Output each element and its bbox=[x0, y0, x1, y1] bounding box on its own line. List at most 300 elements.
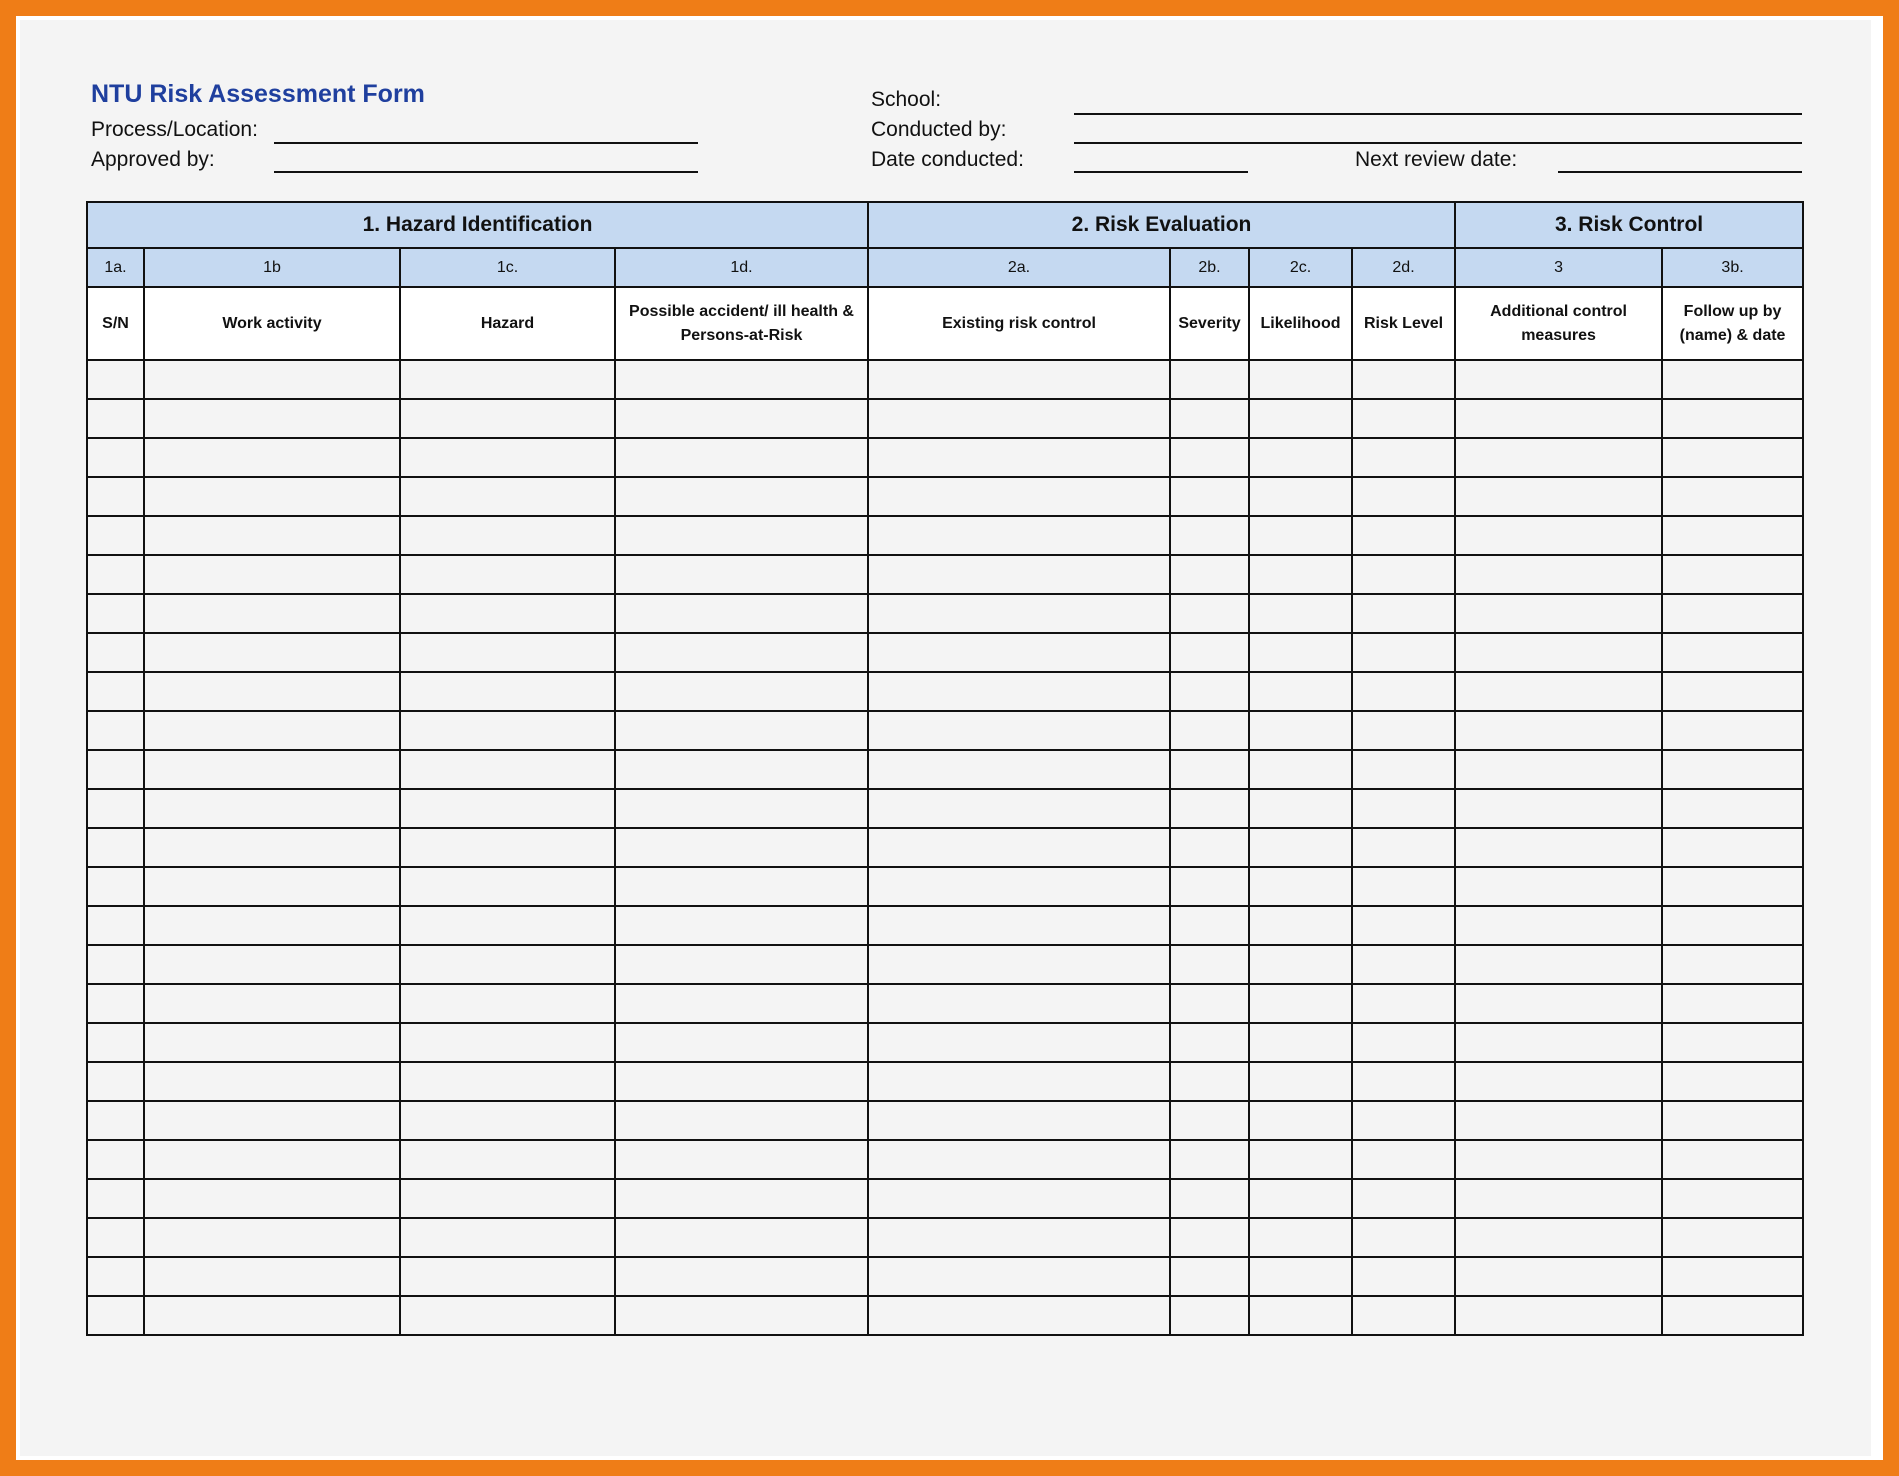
table-cell[interactable] bbox=[1455, 828, 1662, 867]
table-cell[interactable] bbox=[1352, 633, 1455, 672]
table-cell[interactable] bbox=[144, 1140, 400, 1179]
table-cell[interactable] bbox=[87, 477, 144, 516]
table-cell[interactable] bbox=[1352, 1101, 1455, 1140]
table-cell[interactable] bbox=[1170, 516, 1249, 555]
table-cell[interactable] bbox=[144, 906, 400, 945]
table-cell[interactable] bbox=[144, 633, 400, 672]
table-body bbox=[87, 360, 1803, 1335]
table-cell[interactable] bbox=[144, 1062, 400, 1101]
table-cell[interactable] bbox=[87, 945, 144, 984]
table-cell[interactable] bbox=[1249, 711, 1352, 750]
watermark bbox=[38, 1427, 41, 1438]
table-cell[interactable] bbox=[615, 828, 868, 867]
table-cell[interactable] bbox=[1249, 438, 1352, 477]
table-cell[interactable] bbox=[87, 672, 144, 711]
table-cell[interactable] bbox=[400, 789, 615, 828]
table-cell[interactable] bbox=[1455, 711, 1662, 750]
table-cell[interactable] bbox=[1249, 399, 1352, 438]
table-cell[interactable] bbox=[868, 633, 1170, 672]
table-cell[interactable] bbox=[144, 672, 400, 711]
table-cell[interactable] bbox=[1352, 1257, 1455, 1296]
table-cell[interactable] bbox=[144, 594, 400, 633]
table-cell[interactable] bbox=[1662, 516, 1803, 555]
table-cell[interactable] bbox=[1352, 984, 1455, 1023]
table-cell[interactable] bbox=[615, 633, 868, 672]
table-cell[interactable] bbox=[868, 477, 1170, 516]
table-cell[interactable] bbox=[1170, 750, 1249, 789]
table-cell[interactable] bbox=[868, 438, 1170, 477]
table-cell[interactable] bbox=[1662, 672, 1803, 711]
table-cell[interactable] bbox=[144, 828, 400, 867]
code-1a: 1a. bbox=[87, 248, 144, 287]
table-cell[interactable] bbox=[1455, 1023, 1662, 1062]
table-cell[interactable] bbox=[868, 1062, 1170, 1101]
table-cell[interactable] bbox=[1249, 945, 1352, 984]
table-cell[interactable] bbox=[1249, 828, 1352, 867]
table-cell[interactable] bbox=[1249, 1179, 1352, 1218]
table-cell[interactable] bbox=[1455, 789, 1662, 828]
table-cell[interactable] bbox=[1352, 906, 1455, 945]
table-cell[interactable] bbox=[1455, 477, 1662, 516]
school-field[interactable] bbox=[1074, 113, 1802, 115]
table-cell[interactable] bbox=[868, 789, 1170, 828]
table-cell[interactable] bbox=[868, 984, 1170, 1023]
table-cell[interactable] bbox=[1455, 516, 1662, 555]
table-cell[interactable] bbox=[1170, 633, 1249, 672]
conducted-by-label: Conducted by: bbox=[871, 118, 1007, 141]
table-cell[interactable] bbox=[400, 594, 615, 633]
table-row bbox=[87, 360, 1803, 399]
table-cell[interactable] bbox=[1249, 1257, 1352, 1296]
table-cell[interactable] bbox=[615, 789, 868, 828]
table-cell[interactable] bbox=[144, 1179, 400, 1218]
table-cell[interactable] bbox=[1170, 906, 1249, 945]
table-cell[interactable] bbox=[1249, 1140, 1352, 1179]
col-header-risk-level: Risk Level bbox=[1352, 287, 1455, 360]
table-cell[interactable] bbox=[1662, 555, 1803, 594]
table-cell[interactable] bbox=[1170, 399, 1249, 438]
table-cell[interactable] bbox=[868, 867, 1170, 906]
table-cell[interactable] bbox=[1455, 906, 1662, 945]
table-cell[interactable] bbox=[1170, 672, 1249, 711]
code-2b: 2b. bbox=[1170, 248, 1249, 287]
table-cell[interactable] bbox=[1249, 867, 1352, 906]
table-cell[interactable] bbox=[1662, 906, 1803, 945]
table-cell[interactable] bbox=[1170, 1023, 1249, 1062]
col-header-additional-control: Additional control measures bbox=[1455, 287, 1662, 360]
table-cell[interactable] bbox=[1249, 1296, 1352, 1335]
table-row bbox=[87, 1023, 1803, 1062]
table-cell[interactable] bbox=[1662, 594, 1803, 633]
table-cell[interactable] bbox=[1170, 477, 1249, 516]
table-cell[interactable] bbox=[400, 1023, 615, 1062]
table-cell[interactable] bbox=[1352, 945, 1455, 984]
table-cell[interactable] bbox=[1170, 945, 1249, 984]
section-risk-evaluation: 2. Risk Evaluation bbox=[868, 202, 1455, 248]
table-row bbox=[87, 516, 1803, 555]
table-cell[interactable] bbox=[1249, 1023, 1352, 1062]
table-cell[interactable] bbox=[1352, 1296, 1455, 1335]
table-cell[interactable] bbox=[1170, 594, 1249, 633]
table-row bbox=[87, 789, 1803, 828]
table-cell[interactable] bbox=[400, 1062, 615, 1101]
table-cell[interactable] bbox=[868, 594, 1170, 633]
table-cell[interactable] bbox=[1455, 1296, 1662, 1335]
table-cell[interactable] bbox=[144, 555, 400, 594]
table-cell[interactable] bbox=[87, 828, 144, 867]
table-row bbox=[87, 594, 1803, 633]
table-cell[interactable] bbox=[868, 1101, 1170, 1140]
table-cell[interactable] bbox=[868, 711, 1170, 750]
table-cell[interactable] bbox=[87, 984, 144, 1023]
table-cell[interactable] bbox=[87, 1257, 144, 1296]
section-risk-control: 3. Risk Control bbox=[1455, 202, 1803, 248]
table-cell[interactable] bbox=[1455, 633, 1662, 672]
table-cell[interactable] bbox=[1455, 438, 1662, 477]
table-cell[interactable] bbox=[1249, 594, 1352, 633]
next-review-date-field[interactable] bbox=[1558, 171, 1802, 173]
table-cell[interactable] bbox=[868, 945, 1170, 984]
table-cell[interactable] bbox=[144, 789, 400, 828]
table-cell[interactable] bbox=[1662, 399, 1803, 438]
table-cell[interactable] bbox=[615, 672, 868, 711]
table-cell[interactable] bbox=[615, 1023, 868, 1062]
table-cell[interactable] bbox=[1455, 399, 1662, 438]
table-cell[interactable] bbox=[615, 945, 868, 984]
table-row bbox=[87, 672, 1803, 711]
table-cell[interactable] bbox=[1352, 1023, 1455, 1062]
approved-by-label: Approved by: bbox=[91, 148, 215, 171]
table-cell[interactable] bbox=[87, 438, 144, 477]
table-cell[interactable] bbox=[87, 555, 144, 594]
table-cell[interactable] bbox=[1352, 399, 1455, 438]
table-cell[interactable] bbox=[144, 984, 400, 1023]
table-cell[interactable] bbox=[1352, 477, 1455, 516]
table-cell[interactable] bbox=[144, 945, 400, 984]
col-header-severity: Severity bbox=[1170, 287, 1249, 360]
table-cell[interactable] bbox=[1170, 867, 1249, 906]
table-row bbox=[87, 1179, 1803, 1218]
col-header-sn: S/N bbox=[87, 287, 144, 360]
table-cell[interactable] bbox=[144, 477, 400, 516]
table-cell[interactable] bbox=[1170, 1062, 1249, 1101]
table-cell[interactable] bbox=[1170, 984, 1249, 1023]
table-cell[interactable] bbox=[1455, 1257, 1662, 1296]
table-cell[interactable] bbox=[1249, 750, 1352, 789]
table-cell[interactable] bbox=[1662, 1296, 1803, 1335]
table-cell[interactable] bbox=[1352, 594, 1455, 633]
table-row bbox=[87, 1218, 1803, 1257]
table-row bbox=[87, 1062, 1803, 1101]
table-cell[interactable] bbox=[1170, 438, 1249, 477]
table-row bbox=[87, 906, 1803, 945]
table-cell[interactable] bbox=[1662, 1101, 1803, 1140]
table-cell[interactable] bbox=[1352, 360, 1455, 399]
table-cell[interactable] bbox=[868, 1140, 1170, 1179]
table-cell[interactable] bbox=[1455, 945, 1662, 984]
table-cell[interactable] bbox=[400, 633, 615, 672]
table-cell[interactable] bbox=[144, 360, 400, 399]
table-cell[interactable] bbox=[1455, 594, 1662, 633]
table-cell[interactable] bbox=[1249, 984, 1352, 1023]
table-cell[interactable] bbox=[87, 789, 144, 828]
table-cell[interactable] bbox=[1352, 1179, 1455, 1218]
table-cell[interactable] bbox=[615, 438, 868, 477]
table-cell[interactable] bbox=[1455, 1218, 1662, 1257]
table-cell[interactable] bbox=[1455, 1101, 1662, 1140]
table-cell[interactable] bbox=[400, 945, 615, 984]
table-cell[interactable] bbox=[87, 867, 144, 906]
table-cell[interactable] bbox=[1170, 555, 1249, 594]
table-cell[interactable] bbox=[615, 906, 868, 945]
table-cell[interactable] bbox=[144, 867, 400, 906]
table-cell[interactable] bbox=[1170, 828, 1249, 867]
table-cell[interactable] bbox=[87, 711, 144, 750]
table-cell[interactable] bbox=[1455, 1062, 1662, 1101]
table-cell[interactable] bbox=[400, 1257, 615, 1296]
table-cell[interactable] bbox=[1662, 867, 1803, 906]
table-cell[interactable] bbox=[1352, 555, 1455, 594]
table-cell[interactable] bbox=[1352, 1140, 1455, 1179]
table-cell[interactable] bbox=[615, 867, 868, 906]
table-cell[interactable] bbox=[615, 1101, 868, 1140]
table-cell[interactable] bbox=[1662, 477, 1803, 516]
table-cell[interactable] bbox=[400, 516, 615, 555]
table-cell[interactable] bbox=[615, 750, 868, 789]
table-cell[interactable] bbox=[1249, 477, 1352, 516]
table-cell[interactable] bbox=[144, 1101, 400, 1140]
table-cell[interactable] bbox=[1352, 789, 1455, 828]
process-location-label: Process/Location: bbox=[91, 118, 258, 141]
table-cell[interactable] bbox=[400, 1296, 615, 1335]
table-cell[interactable] bbox=[1455, 1179, 1662, 1218]
table-cell[interactable] bbox=[144, 750, 400, 789]
table-cell[interactable] bbox=[400, 984, 615, 1023]
table-cell[interactable] bbox=[87, 750, 144, 789]
table-cell[interactable] bbox=[1662, 1257, 1803, 1296]
table-cell[interactable] bbox=[868, 1296, 1170, 1335]
table-row bbox=[87, 555, 1803, 594]
table-cell[interactable] bbox=[1455, 1140, 1662, 1179]
table-cell[interactable] bbox=[1662, 633, 1803, 672]
table-cell[interactable] bbox=[1170, 789, 1249, 828]
table-cell[interactable] bbox=[1249, 360, 1352, 399]
table-cell[interactable] bbox=[615, 477, 868, 516]
process-location-field[interactable] bbox=[274, 142, 698, 144]
code-2a: 2a. bbox=[868, 248, 1170, 287]
table-cell[interactable] bbox=[87, 1296, 144, 1335]
table-cell[interactable] bbox=[1662, 711, 1803, 750]
col-header-follow-up: Follow up by (name) & date bbox=[1662, 287, 1803, 360]
table-cell[interactable] bbox=[615, 360, 868, 399]
table-cell[interactable] bbox=[1662, 1218, 1803, 1257]
table-cell[interactable] bbox=[1249, 1101, 1352, 1140]
table-row bbox=[87, 1296, 1803, 1335]
table-cell[interactable] bbox=[87, 1218, 144, 1257]
code-2d: 2d. bbox=[1352, 248, 1455, 287]
table-cell[interactable] bbox=[1455, 672, 1662, 711]
table-cell[interactable] bbox=[1249, 516, 1352, 555]
table-cell[interactable] bbox=[87, 594, 144, 633]
column-header-row bbox=[87, 287, 1803, 360]
table-cell[interactable] bbox=[400, 1101, 615, 1140]
table-cell[interactable] bbox=[400, 1218, 615, 1257]
table-cell[interactable] bbox=[1662, 1023, 1803, 1062]
table-cell[interactable] bbox=[1249, 672, 1352, 711]
table-cell[interactable] bbox=[615, 1296, 868, 1335]
table-cell[interactable] bbox=[615, 516, 868, 555]
table-cell[interactable] bbox=[87, 1179, 144, 1218]
risk-assessment-table bbox=[86, 201, 1804, 1336]
table-cell[interactable] bbox=[400, 555, 615, 594]
table-cell[interactable] bbox=[868, 360, 1170, 399]
table-cell[interactable] bbox=[87, 1140, 144, 1179]
table-cell[interactable] bbox=[1170, 1179, 1249, 1218]
table-cell[interactable] bbox=[615, 1140, 868, 1179]
code-1d: 1d. bbox=[615, 248, 868, 287]
table-row bbox=[87, 477, 1803, 516]
table-cell[interactable] bbox=[87, 1023, 144, 1062]
table-cell[interactable] bbox=[1352, 516, 1455, 555]
table-cell[interactable] bbox=[1249, 1218, 1352, 1257]
table-cell[interactable] bbox=[1352, 828, 1455, 867]
table-cell[interactable] bbox=[1352, 1218, 1455, 1257]
table-cell[interactable] bbox=[1170, 1140, 1249, 1179]
table-cell[interactable] bbox=[1352, 711, 1455, 750]
table-cell[interactable] bbox=[144, 438, 400, 477]
table-cell[interactable] bbox=[1662, 828, 1803, 867]
table-cell[interactable] bbox=[615, 1179, 868, 1218]
table-cell[interactable] bbox=[1352, 867, 1455, 906]
table-cell[interactable] bbox=[144, 516, 400, 555]
table-cell[interactable] bbox=[1249, 789, 1352, 828]
table-cell[interactable] bbox=[1662, 1179, 1803, 1218]
table-cell[interactable] bbox=[1170, 1218, 1249, 1257]
table-cell[interactable] bbox=[400, 477, 615, 516]
form-title: NTU Risk Assessment Form bbox=[91, 80, 425, 108]
table-cell[interactable] bbox=[87, 633, 144, 672]
table-cell[interactable] bbox=[400, 399, 615, 438]
table-cell[interactable] bbox=[1249, 906, 1352, 945]
col-header-existing-risk-control: Existing risk control bbox=[868, 287, 1170, 360]
table-cell[interactable] bbox=[144, 711, 400, 750]
table-row bbox=[87, 1101, 1803, 1140]
date-conducted-label: Date conducted: bbox=[871, 148, 1024, 171]
table-cell[interactable] bbox=[1455, 555, 1662, 594]
table-cell[interactable] bbox=[1662, 984, 1803, 1023]
table-cell[interactable] bbox=[868, 1257, 1170, 1296]
table-cell[interactable] bbox=[400, 867, 615, 906]
table-row bbox=[87, 867, 1803, 906]
table-cell[interactable] bbox=[615, 1218, 868, 1257]
table-row bbox=[87, 438, 1803, 477]
table-cell[interactable] bbox=[615, 399, 868, 438]
table-cell[interactable] bbox=[615, 984, 868, 1023]
table-cell[interactable] bbox=[1455, 750, 1662, 789]
table-cell[interactable] bbox=[1662, 945, 1803, 984]
date-conducted-field[interactable] bbox=[1074, 171, 1248, 173]
table-cell[interactable] bbox=[1662, 360, 1803, 399]
table-cell[interactable] bbox=[1662, 1062, 1803, 1101]
table-cell[interactable] bbox=[615, 1257, 868, 1296]
code-1c: 1c. bbox=[400, 248, 615, 287]
table-cell[interactable] bbox=[1170, 1257, 1249, 1296]
table-row bbox=[87, 1140, 1803, 1179]
table-cell[interactable] bbox=[1662, 789, 1803, 828]
table-cell[interactable] bbox=[87, 1062, 144, 1101]
table-cell[interactable] bbox=[615, 711, 868, 750]
table-cell[interactable] bbox=[1170, 711, 1249, 750]
table-cell[interactable] bbox=[1249, 555, 1352, 594]
table-cell[interactable] bbox=[400, 360, 615, 399]
table-cell[interactable] bbox=[87, 516, 144, 555]
table-cell[interactable] bbox=[1352, 750, 1455, 789]
table-row bbox=[87, 828, 1803, 867]
table-cell[interactable] bbox=[144, 1023, 400, 1062]
table-cell[interactable] bbox=[615, 594, 868, 633]
table-cell[interactable] bbox=[1455, 360, 1662, 399]
table-cell[interactable] bbox=[400, 828, 615, 867]
table-cell[interactable] bbox=[615, 1062, 868, 1101]
table-cell[interactable] bbox=[400, 750, 615, 789]
table-cell[interactable] bbox=[1352, 438, 1455, 477]
table-cell[interactable] bbox=[144, 1218, 400, 1257]
table-cell[interactable] bbox=[868, 750, 1170, 789]
table-cell[interactable] bbox=[1352, 672, 1455, 711]
table-cell[interactable] bbox=[615, 555, 868, 594]
table-cell[interactable] bbox=[1170, 1101, 1249, 1140]
column-code-row bbox=[87, 248, 1803, 287]
table-cell[interactable] bbox=[1249, 1062, 1352, 1101]
table-cell[interactable] bbox=[868, 555, 1170, 594]
table-cell[interactable] bbox=[1662, 750, 1803, 789]
table-row bbox=[87, 711, 1803, 750]
table-cell[interactable] bbox=[1662, 438, 1803, 477]
table-cell[interactable] bbox=[87, 906, 144, 945]
approved-by-field[interactable] bbox=[274, 171, 698, 173]
table-cell[interactable] bbox=[1249, 633, 1352, 672]
table-cell[interactable] bbox=[868, 1023, 1170, 1062]
table-cell[interactable] bbox=[144, 1257, 400, 1296]
table-cell[interactable] bbox=[400, 711, 615, 750]
table-cell[interactable] bbox=[868, 516, 1170, 555]
conducted-by-field[interactable] bbox=[1074, 142, 1802, 144]
table-cell[interactable] bbox=[87, 1101, 144, 1140]
table-cell[interactable] bbox=[1352, 1062, 1455, 1101]
table-cell[interactable] bbox=[1662, 1140, 1803, 1179]
table-cell[interactable] bbox=[868, 828, 1170, 867]
table-cell[interactable] bbox=[868, 399, 1170, 438]
table-cell[interactable] bbox=[400, 672, 615, 711]
table-cell[interactable] bbox=[1455, 867, 1662, 906]
table-cell[interactable] bbox=[868, 1179, 1170, 1218]
table-cell[interactable] bbox=[868, 672, 1170, 711]
table-cell[interactable] bbox=[868, 906, 1170, 945]
table-cell[interactable] bbox=[144, 1296, 400, 1335]
table-cell[interactable] bbox=[1455, 984, 1662, 1023]
table-cell[interactable] bbox=[400, 1140, 615, 1179]
table-cell[interactable] bbox=[400, 1179, 615, 1218]
table-cell[interactable] bbox=[868, 1218, 1170, 1257]
table-cell[interactable] bbox=[144, 399, 400, 438]
table-cell[interactable] bbox=[87, 399, 144, 438]
table-cell[interactable] bbox=[1170, 360, 1249, 399]
code-1b: 1b bbox=[144, 248, 400, 287]
table-cell[interactable] bbox=[400, 906, 615, 945]
table-cell[interactable] bbox=[400, 438, 615, 477]
table-cell[interactable] bbox=[87, 360, 144, 399]
table-cell[interactable] bbox=[1170, 1296, 1249, 1335]
